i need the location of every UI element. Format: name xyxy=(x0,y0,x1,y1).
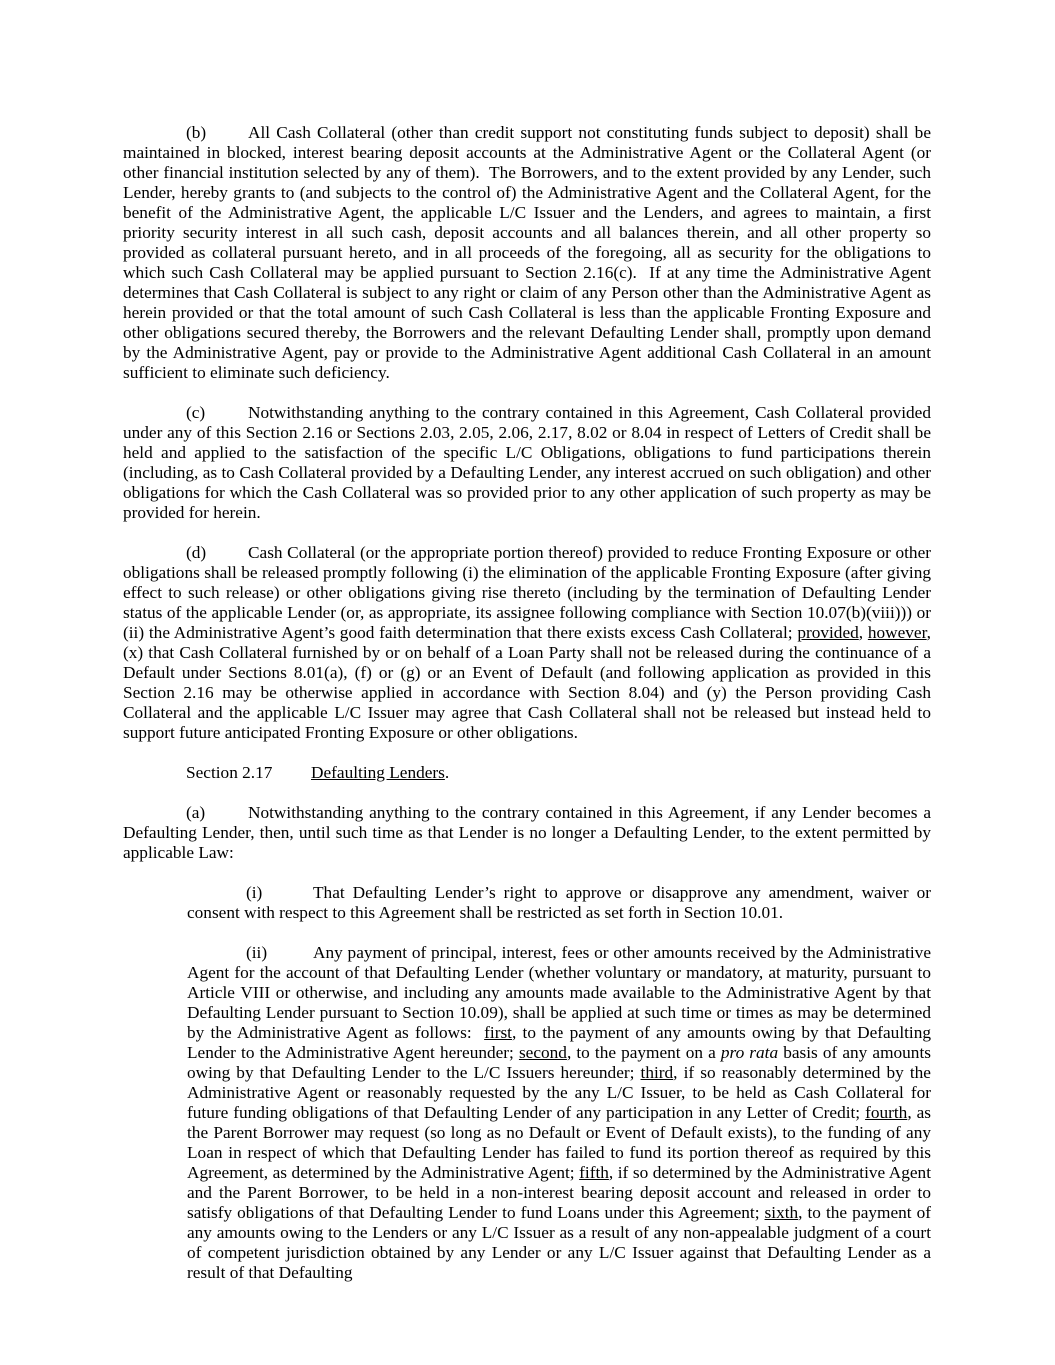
paragraph-ii-segment-2: , to the payment of any amounts owing by that Defaulting Lender to the Administrative Agent hereunder; xyxy=(187,1023,932,1062)
paragraph-d-segment-1: provided xyxy=(797,623,859,642)
paragraph-b-label: (b) xyxy=(186,123,207,142)
paragraph-ii-segment-3: second xyxy=(518,1043,567,1062)
paragraph-ii-segment-11: fifth xyxy=(579,1163,609,1182)
paragraph-c-segment-0: Notwithstanding anything to the contrary contained in this Agreement, Cash Collateral provided under any of this Section 2.16 or Sections 2.03, 2.05, 2.06, 2.17, 8.02 or 8.04 in respect of Letters of Credit shall be held and applied to the satisfaction of the specific L/C Obligations, obligations to fund participations therein (including, as to Cash Collateral provided by a Defaulting Lender, any interest accrued on such obligation) and other obligations for which the Cash Collateral was so provided prior to any other application of such property as may be provided for herein. xyxy=(123,403,931,522)
paragraph-ii-segment-8: , if so reasonably determined by the Administrative Agent or reasonably requested by the any L/C Issuer, to be held as Cash Collateral for future funding obligations of that Defaulting Lender of any participation in any Letter of Credit; xyxy=(187,1063,931,1122)
paragraph-ii-segment-6: basis of any amounts owing by that Defaulting Lender to the L/C Issuers hereunder; xyxy=(187,1043,931,1082)
paragraph-d-segment-4: , (x) that Cash Collateral furnished by or on behalf of a Loan Party shall not be released during the continuance of a Default under Sections 8.01(a), (f) or (g) or an Event of Default (and following application as provided in this Section 2.16 may be otherwise applied in accordance with Section 8.04) and (y) the Person providing Cash Collateral and the applicable L/C Issuer may agree that Cash Collateral shall not be released but instead held to support future anticipated Fronting Exposure or other obligations. xyxy=(123,623,931,742)
paragraph-a-label: (a) xyxy=(186,803,206,822)
paragraph-c xyxy=(123,403,931,523)
paragraph-i xyxy=(187,883,931,923)
paragraph-ii-segment-5: pro rata xyxy=(720,1043,779,1062)
paragraph-ii-segment-7: third xyxy=(640,1063,674,1082)
paragraph-ii-segment-9: fourth xyxy=(865,1103,908,1122)
paragraph-b xyxy=(123,123,931,383)
paragraph-d-label: (d) xyxy=(186,543,207,562)
paragraph-ii-segment-4: , to the payment on a xyxy=(566,1043,721,1062)
paragraph-a-segment-0: Notwithstanding anything to the contrary contained in this Agreement, if any Lender becomes a Defaulting Lender, then, until such time as that Lender is no longer a Defaulting Lender, to the extent permitted by applicable Law: xyxy=(123,803,931,862)
paragraph-ii-segment-10: , as the Parent Borrower may request (so long as no Default or Event of Default exists), to the funding of any Loan in respect of which that Defaulting Lender has failed to fund its portion thereof as required by this Agreement, as determined by the Administrative Agent; xyxy=(187,1103,931,1182)
paragraph-d-segment-0: Cash Collateral (or the appropriate portion thereof) provided to reduce Fronting Exposure or other obligations shall be released promptly following (i) the elimination of the applicable Fronting Exposure (after giving effect to such release) or other obligations giving rise thereto (including by the termination of Defaulting Lender status of the applicable Lender (or, as appropriate, its assignee following compliance with Section 10.07(b)(viii))) or (ii) the Administrative Agent’s good faith determination that there exists excess Cash Collateral; xyxy=(123,543,931,642)
heading-section-2-17 xyxy=(123,763,931,783)
paragraph-ii-segment-1: first xyxy=(484,1023,512,1042)
paragraph-ii-segment-0: Any payment of principal, interest, fees or other amounts received by the Administrative Agent for the account of that Defaulting Lender (whether voluntary or mandatory, at maturity, pursuant to Article VIII or otherwise, and including any amounts made available to the Administrative Agent by that Defaulting Lender pursuant to Section 10.09), shall be applied at such time or times as may be determined by the Administrative Agent as follows: xyxy=(187,943,931,1042)
paragraph-a xyxy=(123,803,931,863)
heading-section-2-17-segment-1: . xyxy=(444,763,450,782)
paragraph-d-segment-3: however xyxy=(867,623,927,642)
paragraph-c-label: (c) xyxy=(186,403,206,422)
paragraph-i-label: (i) xyxy=(246,883,263,902)
paragraph-i-segment-0: That Defaulting Lender’s right to approve or disapprove any amendment, waiver or consent with respect to this Agreement shall be restricted as set forth in Section 10.01. xyxy=(187,883,931,922)
paragraph-d-segment-2: , xyxy=(858,623,868,642)
paragraph-ii-segment-12: , if so determined by the Administrative Agent and the Parent Borrower, to be held in a non-interest bearing deposit account and released in order to satisfy obligations of that Defaulting Lender to fund Loans under this Agreement; xyxy=(187,1163,931,1222)
document-body xyxy=(123,123,931,1303)
paragraph-b-segment-0: All Cash Collateral (other than credit support not constituting funds subject to deposit) shall be maintained in blocked, interest bearing deposit accounts at the Administrative Agent or the Collateral Agent (or other financial institution selected by any of them). The Borrowers, and to the extent provided by any Lender, such Lender, hereby grants to (and subjects to the control of) the Administrative Agent and the Collateral Agent, for the benefit of the Administrative Agent, the applicable L/C Issuer and the Lenders, and agrees to maintain, a first priority security interest in all such cash, deposit accounts and all balances therein, and all other property so provided as collateral pursuant hereto, and in all proceeds of the foregoing, all as security for the obligations to which such Cash Collateral may be applied pursuant to Section 2.16(c). If at any time the Administrative Agent determines that Cash Collateral is subject to any right or claim of any Person other than the Administrative Agent as herein provided or that the total amount of such Cash Collateral is less than the applicable Fronting Exposure and other obligations secured thereby, the Borrowers and the relevant Defaulting Lender shall, promptly upon demand by the Administrative Agent, pay or provide to the Administrative Agent additional Cash Collateral in an amount sufficient to eliminate such deficiency. xyxy=(123,123,931,382)
paragraph-ii-label: (ii) xyxy=(246,943,268,962)
paragraph-ii xyxy=(187,943,931,1283)
paragraph-d xyxy=(123,543,931,743)
paragraph-ii-segment-13: sixth xyxy=(764,1203,799,1222)
paragraph-ii-segment-14: , to the payment of any amounts owing to the Lenders or any L/C Issuer as a result of any non-appealable judgment of a court of competent jurisdiction obtained by any Lender or any L/C Issuer against that Defaulting Lender as a result of that Defaulting xyxy=(187,1203,931,1282)
heading-section-2-17-segment-0: Defaulting Lenders xyxy=(311,763,445,782)
heading-section-2-17-label: Section 2.17 xyxy=(186,763,273,782)
